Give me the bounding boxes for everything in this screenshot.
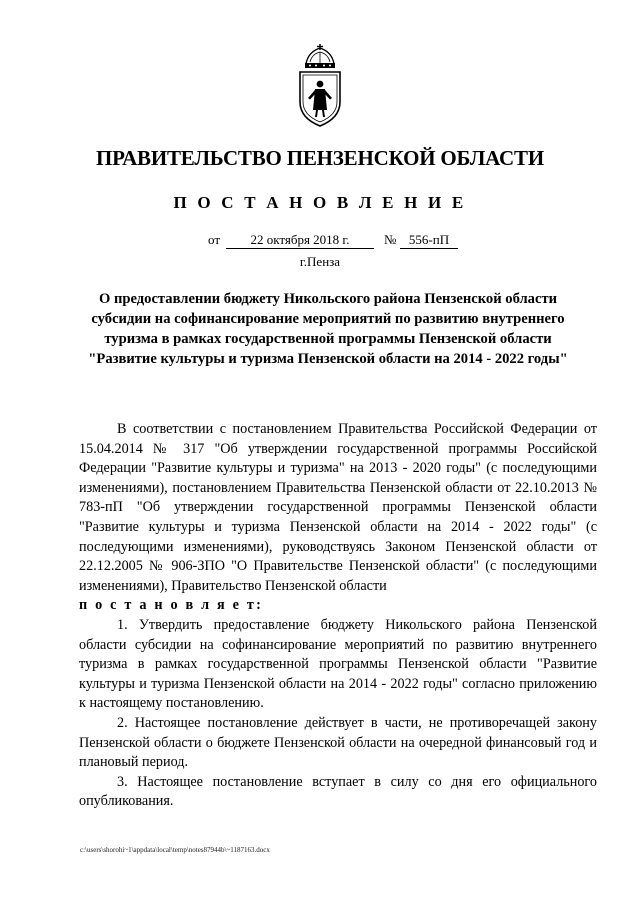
document-date: 22 октября 2018 г. [226,232,374,249]
file-path-footer: c:\users\shorohi~1\appdata\local\temp\notes87944b\~1187163.docx [80,846,270,854]
document-body [79,420,597,812]
item-1-paragraph: 1. Утвердить предоставление бюджету Никольского района Пензенской области субсидии на софинансирование мероприятий по развитию внутреннего туризма в рамках государственной программы Пензенской области "Развитие культуры и туризма Пензенской области на 2014 - 2022 годы" согласно приложению к настоящему постановлению. [79,616,597,712]
document-number: 556-пП [400,232,458,249]
document-subject: О предоставлении бюджету Никольского района Пензенской области субсидии на софинансирование мероприятий по развитию внутреннего туризма в рамках государственной программы Пензенской области "Развитие культуры и туризма Пензенской области на 2014 - 2022 годы" [88,291,568,367]
date-prefix: от [208,232,221,247]
number-sign: № [384,232,397,247]
document-type: П О С Т А Н О В Л Е Н И Е [173,193,467,212]
preamble-paragraph: В соответствии с постановлением Правительства Российской Федерации от 15.04.2014 № 317 "Об утверждении государственной программы Российской Федерации "Развитие культуры и туризма" на 2013 - 2020 годы" (с последующими изменениями), постановлением Правительства Пензенской области от 22.10.2013 № 783-пП "Об утверждении государственной программы Пензенской области "Развитие культуры и туризма Пензенской области на 2014 - 2022 годы" (с последующими изменениями), руководствуясь Законом Пензенской области от 22.12.2005 № 906-ЗПО "О Правительстве Пензенской области" (с последующими изменениями), Правительство Пензенской области [79,421,597,594]
decree-word: п о с т а н о в л я е т: [79,597,263,614]
government-title: ПРАВИТЕЛЬСТВО ПЕНЗЕНСКОЙ ОБЛАСТИ [96,146,544,170]
item-3-paragraph: 3. Настоящее постановление вступает в силу со дня его официального опубликования. [79,773,597,810]
city: г.Пенза [299,254,341,269]
item-2-paragraph: 2. Настоящее постановление действует в части, не противоречащей закону Пензенской области о бюджете Пензенской области на очередной финансовый год и плановый период. [79,714,597,771]
penza-coat-of-arms-icon [296,44,344,128]
